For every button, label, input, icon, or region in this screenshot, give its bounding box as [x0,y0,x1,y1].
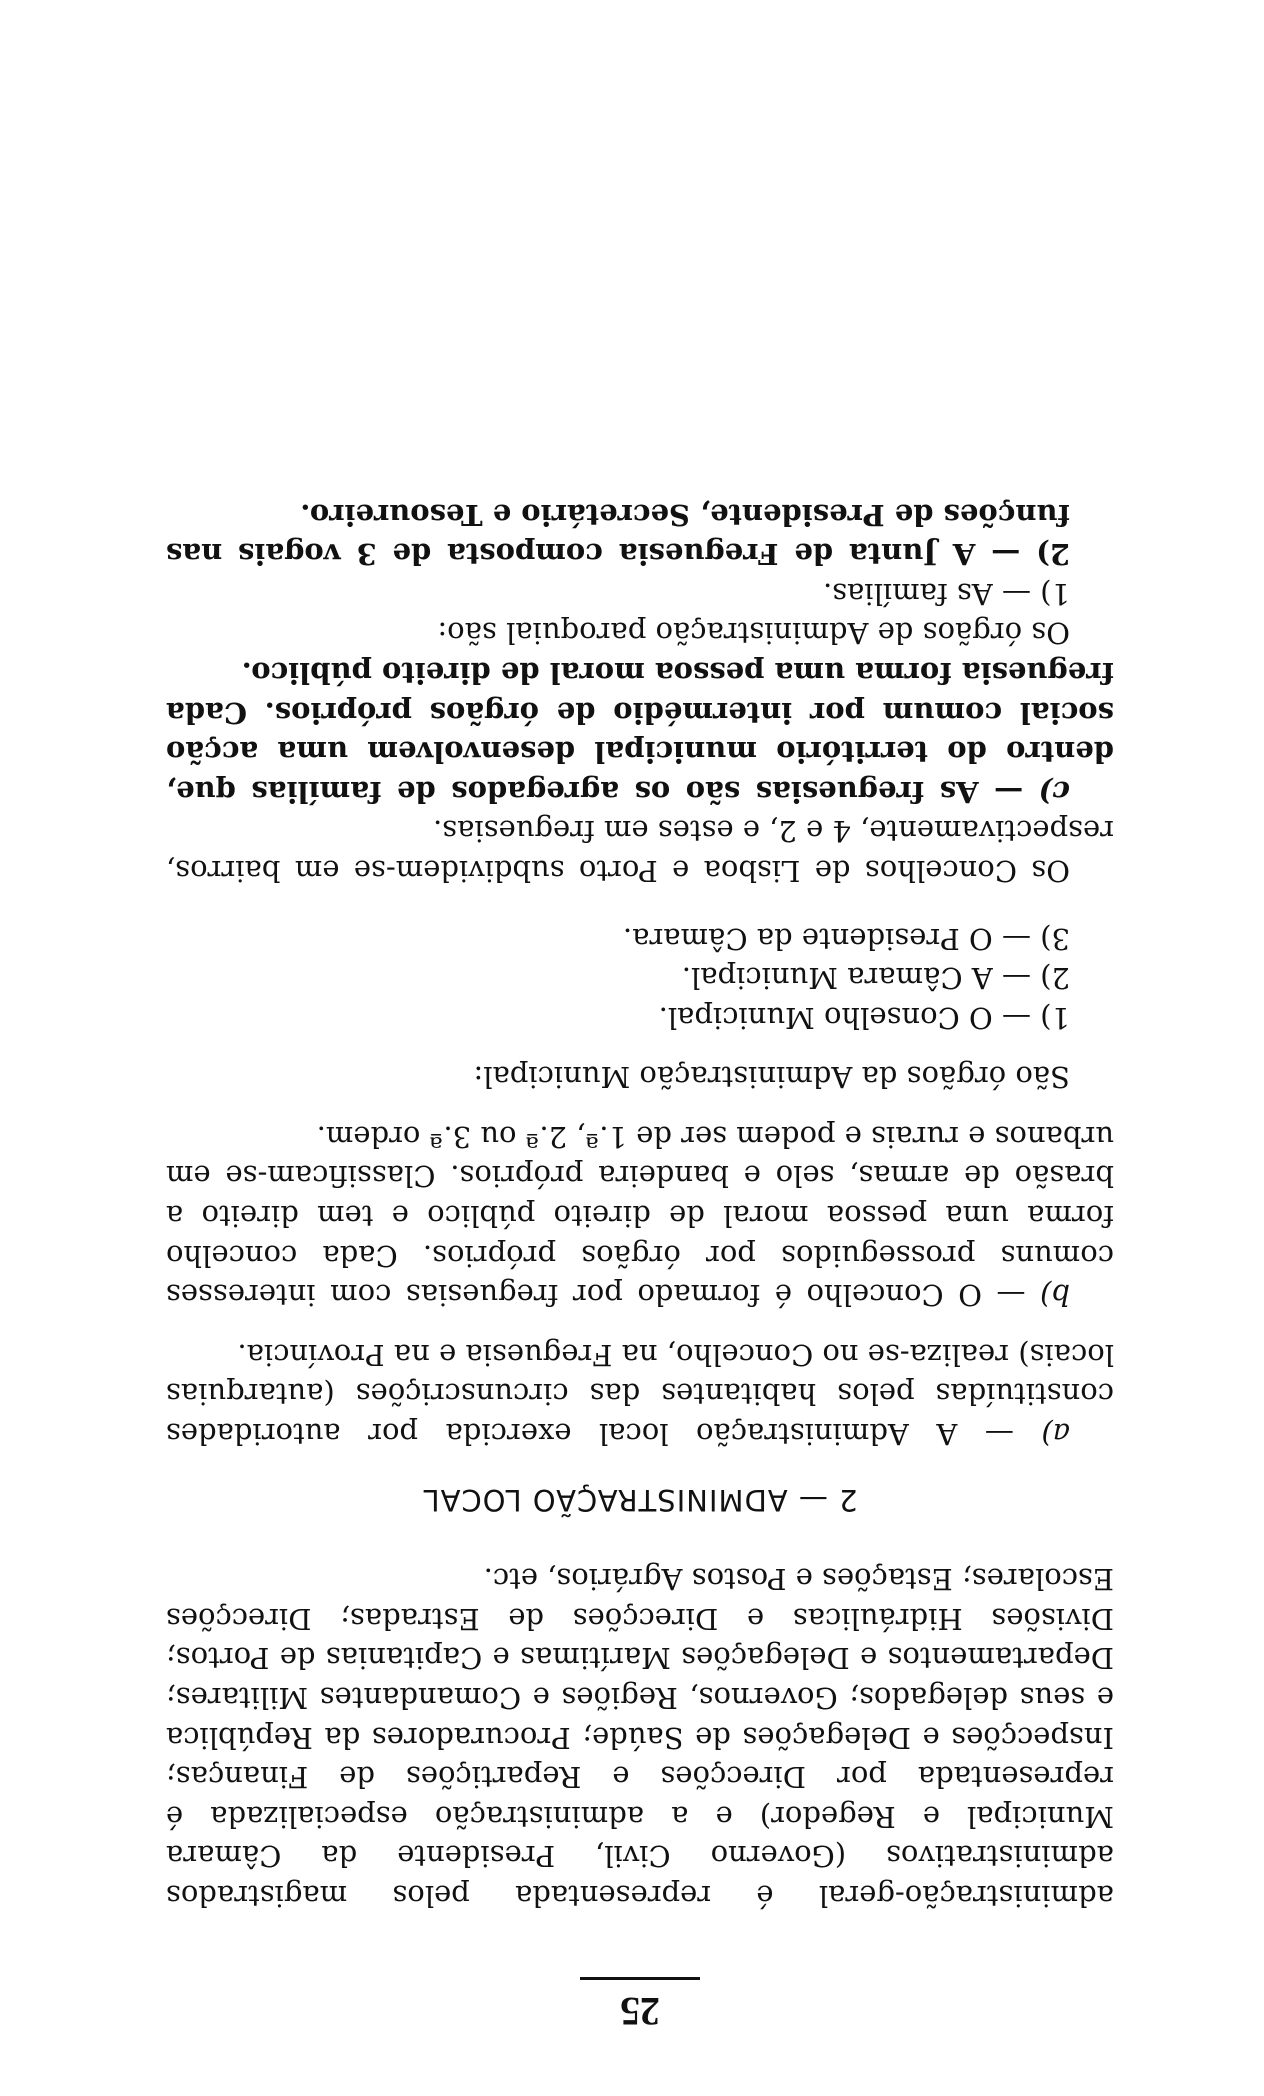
spacer [166,1037,1114,1057]
paragraph-general-administration: administração-geral é representada pelos magistrados administrativos (Governo Civil, Presidente da Câmara Municipal e Regedor) e a administração especializada é representada por Direcções e Repartições de Finanças; Inspecções e Delegações de Saúde; Procuradores da República e seus delegados; Governos, Regiões e Comandantes Militares; Departamentos e Delegações Marítimas e Capitanias de Portos; Divisões Hidráulicas e Direcções de Estradas; Direcções Escolares; Estações e Postos Agrários, etc. [166,1562,1114,1913]
item-a-text: — A Administração local exercida por autoridades constituídas pelos habitantes das circunscrições (autarquias locais) realiza-se no Concelho, na Freguesia e na Província. [165,1337,1114,1452]
parish-organs-intro: Os órgãos de Administração paroquial são: [437,616,1070,651]
spacer [166,1314,1114,1334]
item-b-text: — O Concelho é formado por freguesias com interesses comuns prosseguidos por órgãos próprios. Cada concelho forma uma pessoa moral de direito público e tem direito a brasão de armas, selo e bandeira próprios. Classificam-se em urbanos e rurais e podem ser de 1.ª, 2.ª ou 3.ª ordem. [165,1119,1114,1313]
parish-organs-list [166,494,1114,613]
list-item: 2) — A Junta de Freguesia composta de 3 vogais nas funções de Presidente, Secretário e Tesoureiro. [166,497,1070,572]
header-rule [580,1977,700,1980]
list-item: 3) — O Presidente da Câmara. [622,921,1070,956]
item-b-marker: b) [1040,1278,1070,1313]
item-c-paragraph [166,652,1114,810]
item-c-text: — As freguesias são os agregados de famílias que, dentro do território municipal desenvolvem uma acção social comum por intermédio de órgãos próprios. Cada freguesia forma uma pessoa moral de direito público. [166,655,1114,809]
municipal-organs-intro: São órgãos da Administração Municipal: [473,1060,1070,1095]
lisbon-porto-paragraph: Os Concelhos de Lisboa e Porto subdividem-se em bairros, respectivamente, 4 e 2, e estes em freguesias. [166,814,1114,888]
item-b-paragraph [166,1116,1114,1314]
list-item: 2) — A Câmara Municipal. [681,961,1070,996]
municipal-organs-list [166,918,1114,1037]
spacer [166,1096,1114,1116]
section-title: 2 — ADMINISTRAÇÃO LOCAL [422,1482,858,1517]
page-number: 25 [620,1989,660,2034]
item-a-paragraph [166,1334,1114,1453]
list-item: 1) — As famílias. [823,576,1070,611]
item-c-marker: c) [1038,774,1070,809]
spacer [166,890,1114,918]
list-item: 1) — O Conselho Municipal. [658,1000,1070,1035]
item-a-marker: a) [1041,1417,1070,1452]
page-content [166,494,1114,2036]
